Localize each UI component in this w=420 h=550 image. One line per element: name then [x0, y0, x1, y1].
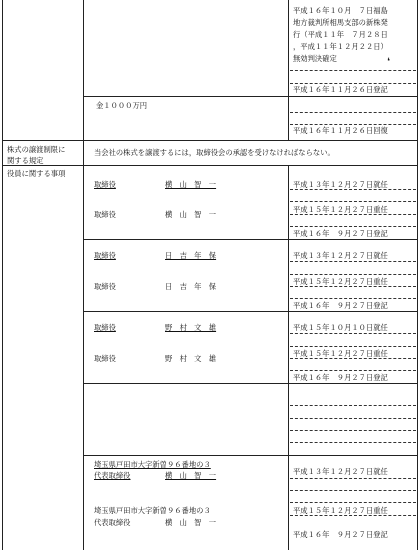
record-separator — [290, 124, 416, 125]
officer-title: 取締役 — [94, 323, 116, 332]
officer-record: 平成１５年１２月２７日重任 — [293, 506, 388, 515]
record-separator — [290, 442, 416, 443]
officer-title: 取締役 — [94, 282, 116, 291]
right-border — [417, 0, 418, 550]
row-divider-share-restriction — [2, 140, 417, 141]
officer-title: 取締役 — [94, 180, 116, 189]
officer-record: 平成１５年１２月２７日重任 — [293, 277, 388, 286]
officer-address: 埼玉県戸田市大字新曽９６番地の３ — [94, 460, 211, 469]
record-separator — [290, 274, 416, 275]
officer-name: 日 吉 年 保 — [165, 282, 217, 291]
record-separator — [290, 478, 416, 479]
record-separator — [290, 83, 416, 84]
record-separator — [290, 286, 416, 287]
officer-record: 平成１３年１２月２７日就任 — [293, 251, 388, 260]
record-separator — [290, 346, 416, 347]
officer-name: 横 山 智 一 — [165, 471, 217, 480]
officer-registration-date: 平成１６年 ９月２７日登記 — [293, 373, 388, 382]
officer-name: 野 村 文 雄 — [165, 354, 217, 363]
record-separator — [290, 370, 416, 371]
record-column-divider — [288, 0, 289, 140]
record-separator — [290, 418, 416, 419]
record-separator — [290, 112, 416, 113]
record-separator — [290, 502, 416, 503]
officer-title: 取締役 — [94, 210, 116, 219]
officers-label: 役員に関する事項 — [7, 169, 66, 178]
officer-record: 平成１３年１２月２７日就任 — [293, 467, 388, 476]
invalidation-note-line: 平成１６年１０月 ７日福島 — [293, 6, 388, 15]
label-column-divider — [83, 0, 84, 550]
record-separator — [290, 405, 416, 406]
capital-restored-date: 平成１６年１１月２６日回復 — [293, 126, 388, 135]
officer-record: 平成１５年１２月２７日重任 — [293, 349, 388, 358]
invalidation-note-line: 行（平成１１年 ７月２８日 — [293, 30, 388, 39]
record-separator — [290, 298, 416, 299]
record-separator — [290, 515, 416, 516]
share-restriction-content: 当会社の株式を譲渡するには，取締役会の承認を受けなければならない。 — [94, 148, 335, 157]
record-separator — [290, 201, 416, 202]
officer-title: 代表取締役 — [94, 471, 131, 480]
officer-address: 埼玉県戸田市大字新曽９６番地の３ — [94, 506, 211, 515]
officer-title: 取締役 — [94, 251, 116, 260]
record-separator — [290, 261, 416, 262]
invalidation-note-line: ，平成１１年１２月２２日） — [293, 42, 388, 51]
record-separator — [290, 70, 416, 71]
officer-name: 野 村 文 雄 — [165, 323, 217, 332]
share-restriction-label: 株式の譲渡制限に — [7, 145, 66, 154]
entry-divider — [83, 383, 417, 384]
officer-registration-date: 平成１６年 ９月２７日登記 — [293, 530, 388, 539]
officer-registration-date: 平成１６年 ９月２７日登記 — [293, 301, 388, 310]
officer-name: 横 山 智 一 — [165, 180, 217, 189]
officer-name: 横 山 智 一 — [165, 518, 217, 527]
invalidation-note-line: 地方裁判所相馬支部の新株発 — [293, 18, 388, 27]
record-column-divider-lower — [288, 165, 289, 550]
entry-divider — [83, 455, 417, 456]
stamp-tick-mark: ❛ — [387, 57, 390, 67]
officer-registration-date: 平成１６年 ９月２７日登記 — [293, 229, 388, 238]
invalidation-note-line: 無効判決確定 — [293, 54, 337, 63]
capital-amount: 金１０００万円 — [96, 101, 148, 110]
officer-record: 平成１３年１２月２７日就任 — [293, 180, 388, 189]
officer-name: 横 山 智 一 — [165, 210, 217, 219]
left-border — [2, 0, 3, 550]
officer-record: 平成１５年１０月１０日就任 — [293, 323, 388, 332]
record-separator — [290, 358, 416, 359]
record-separator — [290, 430, 416, 431]
share-restriction-label: 関する規定 — [7, 156, 44, 165]
record-separator — [290, 189, 416, 190]
row-divider-capital — [83, 96, 417, 97]
record-separator — [290, 490, 416, 491]
officer-title: 代表取締役 — [94, 518, 131, 527]
row-divider-officers — [2, 165, 417, 166]
record-separator — [290, 333, 416, 334]
entry-divider — [83, 239, 417, 240]
officer-title: 取締役 — [94, 354, 116, 363]
record-separator — [290, 214, 416, 215]
officer-name: 日 吉 年 保 — [165, 251, 217, 260]
registration-date: 平成１６年１１月２６日登記 — [293, 85, 388, 94]
officer-record: 平成１５年１２月２７日重任 — [293, 205, 388, 214]
entry-divider — [83, 311, 417, 312]
record-separator — [290, 226, 416, 227]
